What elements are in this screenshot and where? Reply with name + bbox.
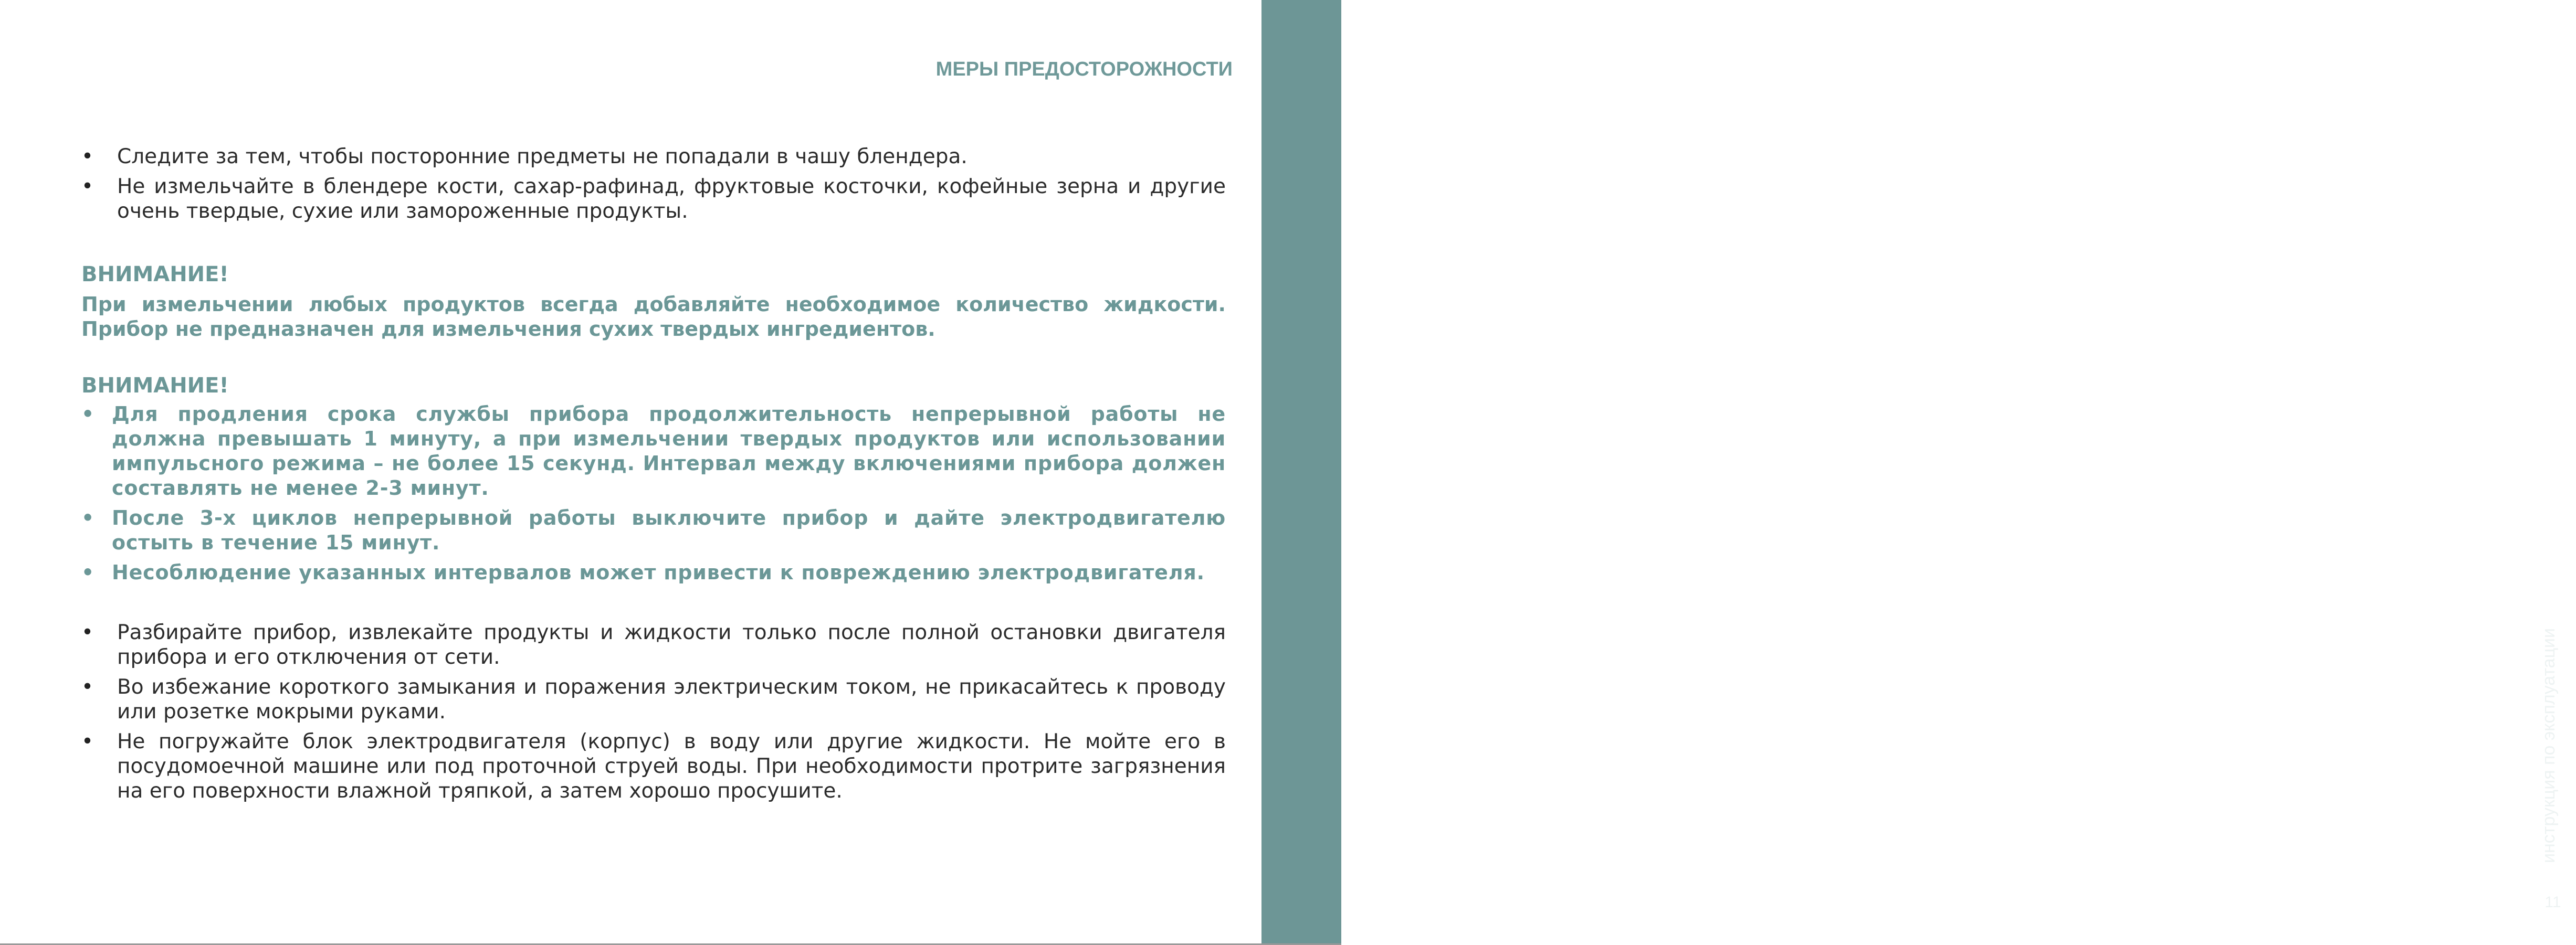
sidebar (1261, 0, 2573, 945)
list-item (81, 402, 1226, 501)
list-item (81, 560, 1226, 585)
list-item-text: После 3-х циклов непрерывной работы выключите прибор и дайте электродвигателю остыть в течение 15 минут. (112, 506, 1226, 554)
language-code: RU (2529, 59, 2573, 93)
bullet-icon: • (81, 561, 95, 584)
section-title: МЕРЫ ПРЕДОСТОРОЖНОСТИ (935, 58, 1233, 80)
list-item (81, 620, 1226, 670)
list-item-text: Не измельчайте в блендере кости, сахар-рафинад, фруктовые косточки, кофейные зерна и другие очень твердые, сухие или замороженные продукты. (117, 175, 1226, 223)
warning-text: При измельчении любых продуктов всегда добавляйте необходимое количество жидкости. Прибор не предназначен для измельчения сухих твердых ингредиентов. (81, 293, 1226, 341)
sidebar-label: инструкция по эксплуатации (2539, 628, 2559, 863)
list-item-text: Во избежание короткого замыкания и поражения электрическим током, не прикасайтесь к проводу или розетке мокрыми руками. (117, 675, 1226, 724)
bullet-icon: • (81, 675, 94, 699)
list-item-text: Следите за тем, чтобы посторонние предметы не попадали в чашу блендера. (117, 145, 968, 168)
main-content (81, 144, 1226, 809)
list-item-text: Разбирайте прибор, извлекайте продукты и жидкости только после полной остановки двигателя прибора и его отключения от сети. (117, 621, 1226, 669)
page-number: 11 (2545, 894, 2561, 911)
list-item-text: Несоблюдение указанных интервалов может привести к повреждению электродвигателя. (112, 561, 1205, 584)
list-item (81, 174, 1226, 224)
bullet-icon: • (81, 145, 94, 168)
warning-heading: ВНИМАНИЕ! (81, 374, 229, 398)
list-item (81, 144, 1226, 169)
warning-heading: ВНИМАНИЕ! (81, 262, 229, 286)
list-item (81, 675, 1226, 724)
bullet-icon: • (81, 621, 94, 644)
warning-list (81, 402, 1226, 585)
final-list (81, 620, 1226, 803)
list-item-text: Для продления срока службы прибора продолжительность непрерывной работы не должна превышать 1 минуту, а при измельчении твердых продуктов или использовании импульсного режима – не более 15 секунд. Интервал между включениями прибора должен составлять не менее 2-3 минут. (112, 402, 1226, 500)
list-item (81, 506, 1226, 555)
list-item (81, 729, 1226, 803)
bullet-icon: • (81, 175, 94, 198)
bullet-icon: • (81, 506, 95, 529)
bullet-icon: • (81, 402, 95, 426)
bullet-icon: • (81, 730, 94, 753)
list-item-text: Не погружайте блок электродвигателя (корпус) в воду или другие жидкости. Не мойте его в посудомоечной машине или под проточной струей воды. При необходимости протрите загрязнения на его поверхности влажной тряпкой, а затем хорошо просушите. (117, 730, 1226, 803)
intro-list (81, 144, 1226, 224)
